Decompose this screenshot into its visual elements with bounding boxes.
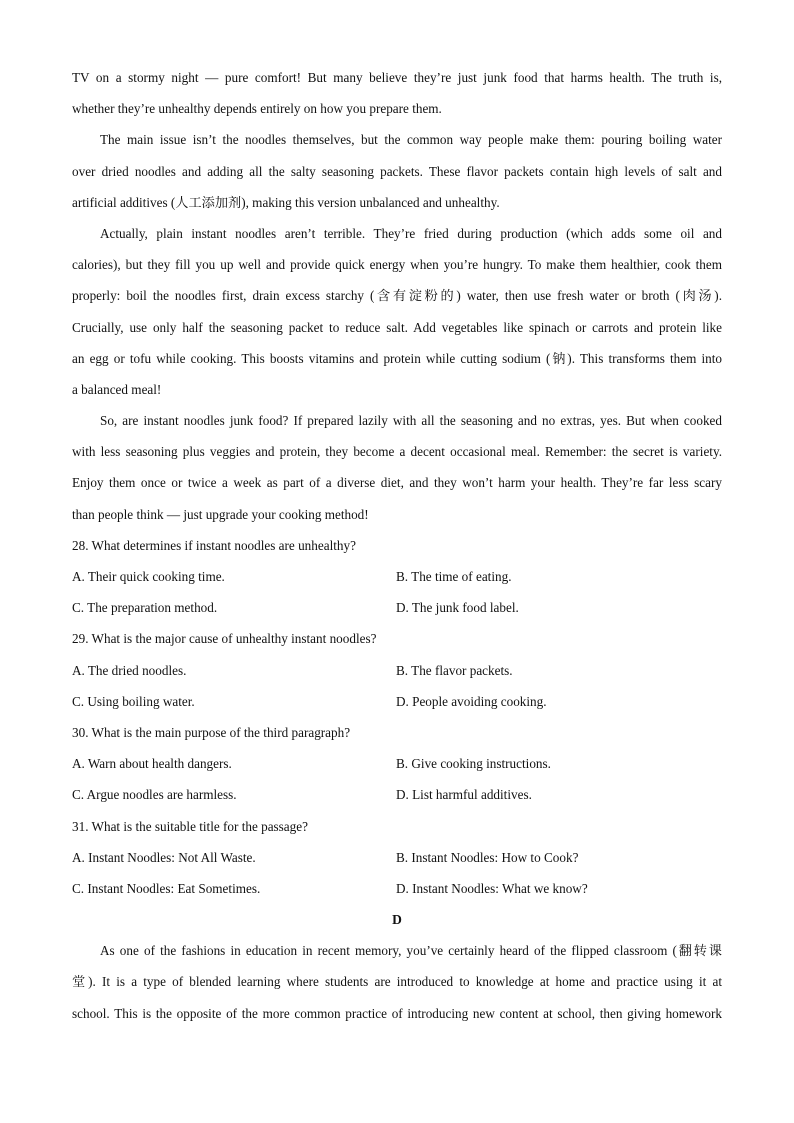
passage-c-paragraph-3: [72, 218, 722, 405]
text-line: whether they’re unhealthy depends entirely on how you prepare them.: [72, 101, 442, 117]
option-d[interactable]: D. People avoiding cooking.: [396, 693, 547, 709]
text-line: a balanced meal!: [72, 381, 162, 397]
option-a[interactable]: A. Their quick cooking time.: [72, 569, 225, 584]
section-heading: D: [392, 912, 402, 928]
passage-d-paragraph-1: [72, 935, 722, 1029]
text-line: So, are instant noodles junk food? If prepared lazily with all the seasoning and no extras, yes. But when cooked: [100, 413, 722, 429]
question-stem: 28. What determines if instant noodles are unhealthy?: [72, 537, 356, 553]
option-d[interactable]: D. List harmful additives.: [396, 787, 532, 803]
text-line: As one of the fashions in education in recent memory, you’ve certainly heard of the flipped classroom (翻转课: [100, 943, 722, 959]
text-line: an egg or tofu while cooking. This boosts vitamins and protein while cutting sodium (钠). This transforms them into: [72, 350, 722, 366]
question-30: [72, 717, 722, 811]
option-c[interactable]: C. The preparation method.: [72, 600, 218, 616]
document-page: [72, 62, 722, 1029]
option-b[interactable]: B. Instant Noodles: How to Cook?: [396, 849, 579, 865]
passage-c-paragraph-1: [72, 62, 722, 124]
text-line: over dried noodles and adding all the salty seasoning packets. These flavor packets contain high levels of salt and: [72, 163, 722, 179]
option-d[interactable]: D. The junk food label.: [396, 600, 519, 616]
text-line: than people think — just upgrade your cooking method!: [72, 506, 369, 522]
option-c[interactable]: C. Using boiling water.: [72, 693, 195, 709]
option-d[interactable]: D. Instant Noodles: What we know?: [396, 880, 588, 896]
option-a[interactable]: A. Warn about health dangers.: [72, 756, 232, 772]
option-b[interactable]: B. The flavor packets.: [396, 662, 513, 678]
text-line: calories), but they fill you up well and provide quick energy when you’re hungry. To make them healthier, cook them: [72, 257, 722, 273]
question-stem: 29. What is the major cause of unhealthy instant noodles?: [72, 631, 377, 647]
text-line: Crucially, use only half the seasoning packet to reduce salt. Add vegetables like spinach or carrots and protein like: [72, 319, 722, 335]
text-line: 堂). It is a type of blended learning where students are introduced to knowledge at home and practice using it at: [72, 974, 722, 990]
question-stem: 30. What is the main purpose of the third paragraph?: [72, 724, 351, 740]
option-b[interactable]: B. Give cooking instructions.: [396, 756, 551, 772]
question-29: [72, 623, 722, 717]
question-31: [72, 811, 722, 905]
option-a[interactable]: A. Instant Noodles: Not All Waste.: [72, 849, 256, 865]
text-line: artificial additives (人工添加剂), making this version unbalanced and unhealthy.: [72, 194, 500, 210]
option-c[interactable]: C. Instant Noodles: Eat Sometimes.: [72, 880, 261, 896]
option-a[interactable]: A. The dried noodles.: [72, 662, 187, 678]
question-stem: 31. What is the suitable title for the passage?: [72, 818, 308, 834]
text-line: Enjoy them once or twice a week as part of a diverse diet, and they won’t harm your health. They’re far less scary: [72, 475, 722, 491]
text-line: properly: boil the noodles first, drain excess starchy (含有淀粉的) water, then use fresh water or broth (肉汤).: [72, 288, 722, 304]
question-28: [72, 530, 722, 624]
text-line: with less seasoning plus veggies and protein, they become a decent occasional meal. Remember: the secret is variety.: [72, 444, 722, 460]
text-line: TV on a stormy night — pure comfort! But many believe they’re just junk food that harms health. The truth is,: [72, 70, 722, 85]
text-line: Actually, plain instant noodles aren’t terrible. They’re fried during production (which adds some oil and: [100, 225, 722, 241]
option-c[interactable]: C. Argue noodles are harmless.: [72, 787, 237, 803]
text-line: school. This is the opposite of the more common practice of introducing new content at school, then giving homework: [72, 1005, 722, 1021]
option-b[interactable]: B. The time of eating.: [396, 569, 512, 584]
text-line: The main issue isn’t the noodles themselves, but the common way people make them: pouring boiling water: [100, 132, 722, 148]
passage-c-paragraph-4: [72, 405, 722, 530]
passage-c-paragraph-2: [72, 124, 722, 218]
